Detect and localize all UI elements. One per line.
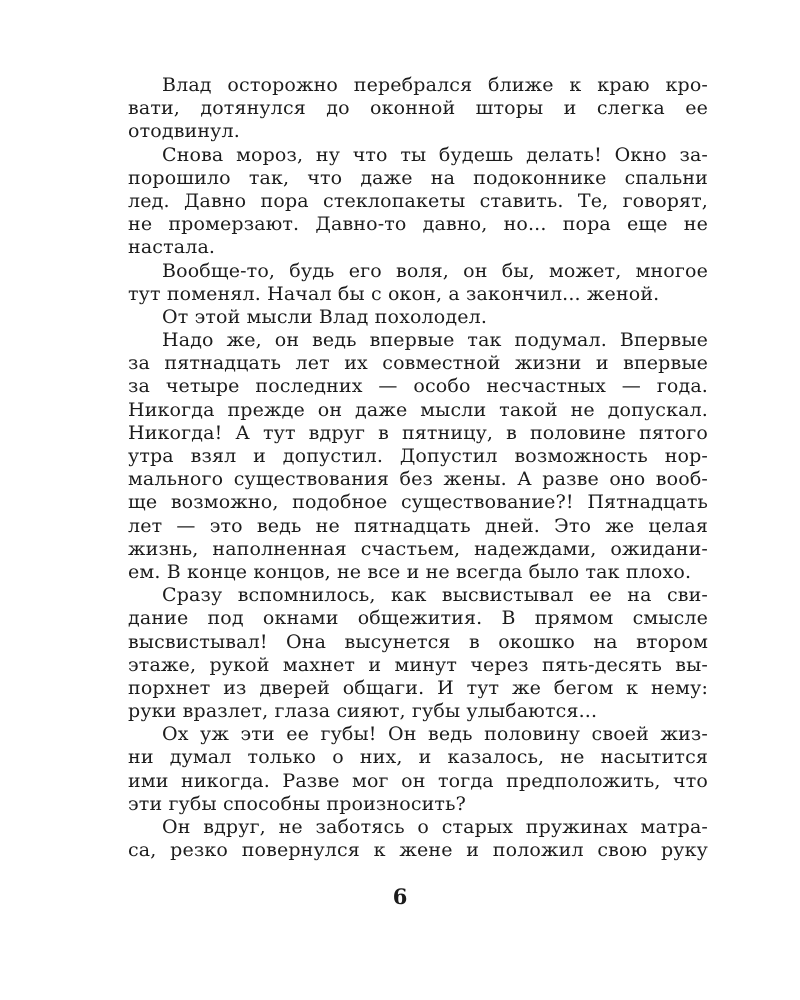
text-line: высвистывал! Она высунется в окошко на втором — [128, 630, 708, 653]
text-line: ни думал только о них, и казалось, не насытится — [128, 746, 708, 769]
text-line: Он вдруг, не заботясь о старых пружинах матра- — [162, 816, 708, 838]
text-line: за пятнадцать лет их совместной жизни и впервые — [128, 352, 708, 375]
text-line: тут поменял. Начал бы с окон, а закончил... женой. — [128, 282, 660, 305]
text-line: настала. — [128, 236, 216, 259]
text-line: лет — это ведь не пятнадцать дней. Это же целая — [128, 514, 708, 537]
text-line: Вообще-то, будь его воля, он бы, может, многое — [162, 259, 708, 282]
text-line: ими никогда. Разве мог он тогда предположить, что — [128, 769, 708, 792]
text-line: ще возможно, подобное существование?! Пятнадцать — [128, 491, 708, 514]
text-line: ем. В конце концов, не все и не всегда было так плохо. — [128, 560, 692, 583]
text-line: не промерзают. Давно-то давно, но... пора еще не — [128, 213, 708, 236]
text-line: вати, дотянулся до оконной шторы и слегка ее — [128, 97, 708, 120]
text-line: дание под окнами общежития. В прямом смысле — [128, 607, 708, 630]
text-line: этаже, рукой махнет и минут через пять-десять вы- — [128, 653, 708, 676]
text-line: за четыре последних — особо несчастных — года. — [128, 375, 708, 398]
body-text — [128, 74, 708, 862]
text-line: жизнь, наполненная счастьем, надеждами, ожидани- — [128, 537, 708, 560]
text-line: Сразу вспомнилось, как высвистывал ее на сви- — [162, 584, 708, 607]
paragraph — [128, 329, 708, 584]
text-line: Никогда! А тут вдруг в пятницу, в половине пятого — [128, 421, 708, 444]
paragraph — [128, 260, 708, 306]
paragraph — [128, 816, 708, 862]
paragraph — [128, 723, 708, 816]
paragraph — [128, 74, 708, 144]
text-line: мального существования без жены. А разве оно вооб- — [128, 468, 708, 491]
paragraph — [128, 306, 708, 329]
text-line: Снова мороз, ну что ты будешь делать! Окно за- — [162, 143, 708, 166]
text-line: Никогда прежде он даже мысли такой не допускал. — [128, 398, 708, 421]
text-line: руки вразлет, глаза сияют, губы улыбаются... — [128, 700, 598, 723]
paragraph — [128, 584, 708, 723]
text-line: От этой мысли Влад похолодел. — [162, 305, 488, 328]
page-number: 6 — [392, 884, 408, 909]
text-line: са, резко повернулся к жене и положил свою руку — [128, 839, 708, 862]
text-line: Надо же, он ведь впервые так подумал. Впервые — [162, 329, 708, 352]
text-line: утра взял и допустил. Допустил возможность нор- — [128, 445, 708, 467]
text-line: лед. Давно пора стеклопакеты ставить. Те, говорят, — [128, 189, 708, 212]
paragraph — [128, 144, 708, 260]
text-line: порхнет из дверей общаги. И тут же бегом к нему: — [128, 676, 708, 699]
text-line: Ох уж эти ее губы! Он ведь половину своей жиз- — [162, 723, 708, 746]
text-line: порошило так, что даже на подоконнике спальни — [128, 166, 708, 189]
text-line: Влад осторожно перебрался ближе к краю кро- — [162, 74, 708, 96]
text-line: эти губы способны произносить? — [128, 792, 466, 815]
text-line: отодвинул. — [128, 120, 240, 143]
